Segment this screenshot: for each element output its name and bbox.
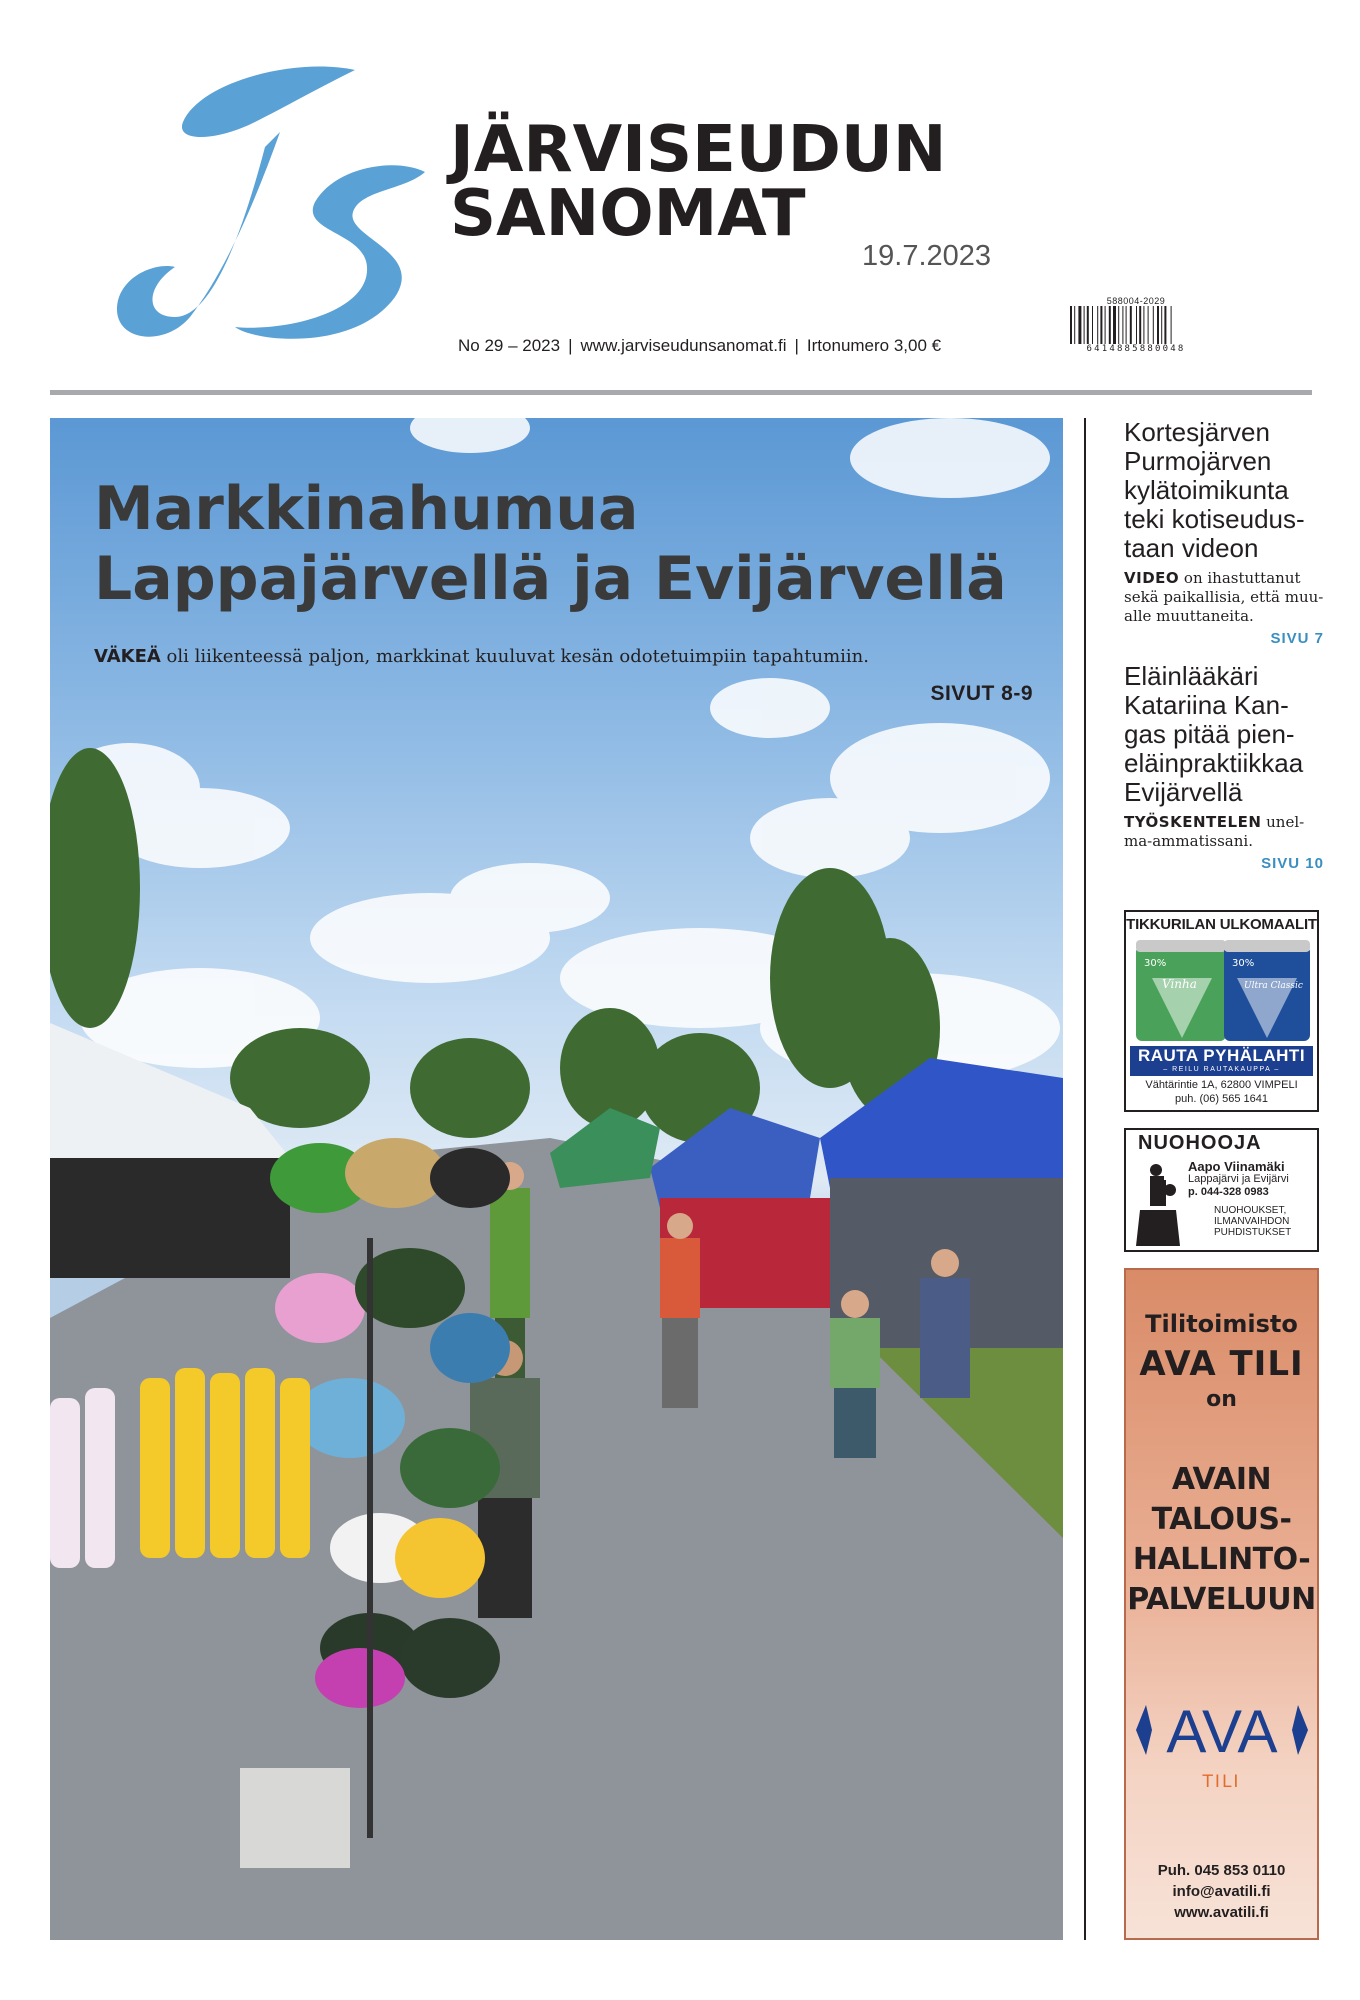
deck-text: oli liikenteessä paljon, markkinat kuuluvat kesän odotetuimpiin tapahtumiin. [160,646,869,667]
svg-text:AVA: AVA [1166,1698,1278,1765]
ad-line-1: Tilitoimisto [1145,1310,1298,1338]
store-contact [1126,1078,1317,1106]
ad-line-5: TALOUS- [1151,1502,1292,1537]
store-address: Vähtärintie 1A, 62800 VIMPELI [1145,1079,1298,1091]
website-link[interactable]: www.jarviseudunsanomat.fi [580,336,787,355]
ad-line-7: PALVELUUN [1127,1582,1316,1617]
sweep-area: Lappajärvi ja Evijärvi [1188,1173,1289,1185]
issue-number: No 29 – 2023 [458,336,561,355]
ad-line-2: AVA TILI [1139,1344,1304,1384]
chimney-sweep-statue-icon [1132,1160,1184,1248]
sweep-details [1188,1160,1313,1238]
issue-line: No 29 – 2023 | www.jarviseudunsanomat.fi | Irtonumero 3,00 € [458,336,942,355]
headline-line-2: Lappajärvellä ja Evijärvellä [94,544,1007,614]
ad-contact [1126,1860,1317,1923]
sweep-services: NUOHOUKSET, ILMANVAIHDON PUHDISTUKSET [1214,1205,1292,1238]
ad-phone: Puh. 045 853 0110 [1157,1862,1286,1879]
svg-text:Vinha: Vinha [1162,977,1197,991]
ad-line-3: on [1206,1387,1237,1412]
deck-lead: VÄKEÄ [94,646,161,667]
ad-line-4: AVAIN [1171,1462,1272,1497]
ad-heading: NUOHOOJA [1138,1132,1262,1154]
main-page-ref[interactable]: SIVUT 8-9 [930,682,1033,705]
main-deck [94,646,869,667]
teaser-video[interactable] [1124,418,1324,647]
teaser-vet[interactable] [1124,662,1324,872]
svg-text:30%: 30% [1144,958,1167,969]
main-headline[interactable] [94,474,1007,614]
barcode [1068,296,1204,354]
headline-line-1: Markkinahumua [94,474,639,544]
barcode-bars [1068,306,1204,344]
teaser-text: unel-ma-ammatissani. [1124,813,1305,850]
ad-nuohooja[interactable] [1124,1128,1319,1252]
barcode-top-number: 588004-2029 [1106,296,1166,306]
store-phone: puh. (06) 565 1641 [1175,1093,1268,1105]
ad-tikkurila[interactable] [1124,910,1319,1112]
price: Irtonumero 3,00 € [806,336,942,355]
teaser-body [1124,569,1324,626]
teaser-body [1124,813,1324,851]
masthead-rule [50,390,1312,395]
store-banner [1130,1046,1313,1076]
sweep-name: Aapo Viinamäki [1188,1159,1285,1174]
newspaper-name [450,113,947,251]
js-logo [105,62,435,362]
avatili-logo-sub: TILI [1202,1772,1241,1792]
teaser-lead: TYÖSKENTELEN [1124,813,1262,831]
teaser-page-ref[interactable]: SIVU 7 [1270,630,1324,647]
column-divider [1084,418,1086,1940]
store-name: RAUTA PYHÄLAHTI [1137,1046,1306,1065]
ad-slogan [1126,1460,1317,1620]
publication-date: 19.7.2023 [862,240,992,272]
store-slogan: – REILU RAUTAKAUPPA – [1163,1066,1280,1073]
sweep-phone: p. 044-328 0983 [1188,1186,1269,1198]
ad-line-6: HALLINTO- [1132,1542,1311,1577]
avatili-logo-icon [1136,1690,1308,1770]
svg-text:30%: 30% [1232,958,1255,969]
brand-line-1: JÄRVISEUDUN [450,113,947,187]
teaser-page-ref[interactable]: SIVU 10 [1261,855,1324,872]
teaser-lead: VIDEO [1124,569,1180,587]
teaser-text: on ihastuttanut sekä paikallisia, että muu-alle muuttaneita. [1124,569,1324,625]
teaser-title: Eläinlääkäri Katariina Kan-gas pitää pien-eläinpraktiikkaa Evijärvellä [1124,661,1304,807]
ad-heading: TIKKURILAN ULKOMAALIT [1126,916,1317,933]
ad-web[interactable]: www.avatili.fi [1174,1904,1269,1921]
svg-text:Ultra Classic: Ultra Classic [1244,981,1303,991]
barcode-bottom-number: 6414885880048 [1086,344,1186,354]
ad-email[interactable]: info@avatili.fi [1172,1883,1271,1900]
ad-avatili[interactable] [1124,1268,1319,1940]
teaser-title: Kortesjärven Purmojärven kylätoimikunta teki kotiseudus-taan videon [1124,417,1305,563]
paint-cans-image [1132,938,1312,1043]
main-photo[interactable] [50,418,1063,1940]
brand-line-2: SANOMAT [450,177,806,251]
